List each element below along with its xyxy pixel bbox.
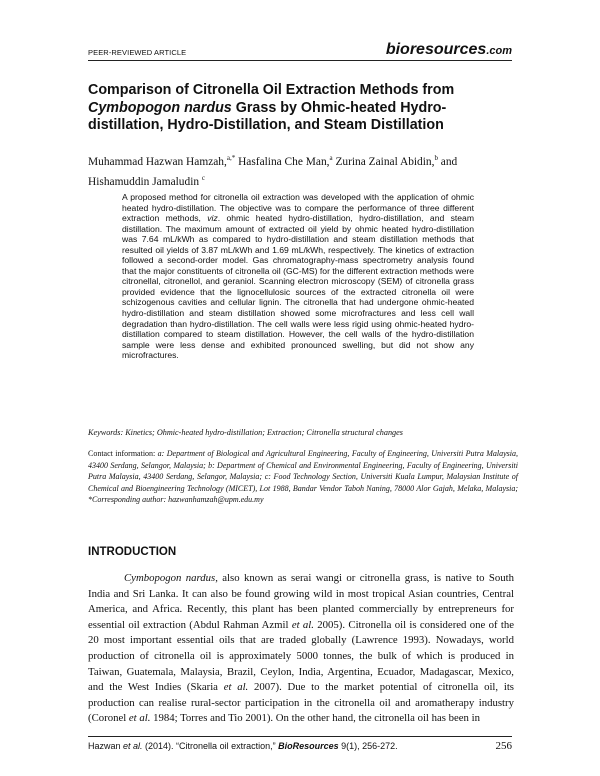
citation-volume: 9(1), 256-272. (338, 741, 398, 751)
journal-logo-domain: .com (486, 45, 512, 57)
abstract-viz: viz (207, 213, 218, 224)
author-2: Hasfalina Che Man, (235, 155, 330, 168)
page-footer (88, 736, 512, 752)
contact-label: Contact information: (88, 449, 156, 458)
author-3: Zurina Zainal Abidin, (332, 155, 435, 168)
intro-species: Cymbopogon nardus (124, 572, 216, 584)
journal-logo (386, 41, 512, 59)
abstract (122, 192, 474, 361)
intro-etal-3: et al. (128, 712, 151, 725)
title-line-3: distillation, Hydro-Distillation, and Steam Distillation (88, 117, 444, 133)
citation-rest: (2014). “Citronella oil extraction,” (142, 741, 279, 751)
journal-logo-text: bioresources (385, 41, 487, 58)
contact-text: a: Department of Biological and Agricultural Engineering, Faculty of Engineering, Universiti Putra Malaysia, 43400 Serdang, Selangor, Malaysia; b: Department of Chemical and Environmental Engineering, Faculty of Engineering, Universiti Putra Malaysia, 43400 Serdang, Selangor, Malaysia; c: Food Technology Section, Universiti Kuala Lumpur, Malaysian Institute of Chemical and Bioengineering Technology (MICET), Lot 1988, Bandar Vendor Taboh Naning, 78000 Alor Gajah, Melaka, Malaysia; *Corresponding author: hazwanhamzah@upm.edu.my (88, 449, 518, 505)
abstract-part-2: . ohmic heated hydro-distillation, hydro-distillation, and steam distillation. The maximum amount of extracted oil yield by ohmic heated hydro-distillation was 7.64 mL/kWh as compared to hydro-distillation and steam distillation methods that resulted oil yields of 3.87 mL/kWh and 1.69 mL/kWh, respectively. The kinetics of extraction followed a second-order model. Gas chromatography-mass spectrometry analysis found that the major constituents of citronella oil (GC-MS) for the different extraction methods were citronellal, citronellol, and geraniol. Scanning electron microscopy (SEM) of citronella grass provided evidence that the lignocellulosic sources of the extracted citronella oil were schizogenous cavities and cellular lignin. The citronella that had undergone ohmic-heated hydro-distillation and steam distillation showed some microfractures and less cell wall degradation than hydro-distillation. The cell walls were less rigid using ohmic-heated hydro-distillation compared to steam distillation. However, the cell walls of the hydro-distillation sample were less dense and exhibited pronounced swelling, but did not show any microfractures. (122, 213, 474, 361)
author-3-affil: b (434, 154, 438, 162)
title-species: Cymbopogon nardus (88, 99, 232, 116)
author-1-affil: a,* (226, 154, 236, 162)
intro-text-3: 2007). Due to the market potential of citronella oil, its production can realise rural-sector participation in the citronella oil and aromatherapy industry (Coronel (88, 681, 514, 725)
author-and: and (437, 155, 458, 168)
citation-etal: et al. (123, 741, 143, 751)
intro-paragraph (88, 571, 514, 727)
citation-author: Hazwan (88, 741, 124, 751)
abstract-part-1: A proposed method for citronella oil extraction was developed with the application of ohmic heated hydro-distillation. The objective was to compare the performance of three different extraction methods, (122, 192, 474, 224)
page-number: 256 (495, 740, 512, 752)
author-4-affil: c (201, 173, 206, 182)
contact-information (88, 448, 518, 506)
article-type-label: PEER-REVIEWED ARTICLE (88, 48, 187, 57)
intro-text-1: , also known as serai wangi or citronella grass, is native to South India and Sri Lanka. It can also be found growing wild in most tropical Asian countries, Central America, and Africa. Recently, this plant has been planted commercially by entrepreneurs for essential oil extraction (Abdul Rahman Azmil (88, 572, 514, 631)
citation-journal: BioResources (278, 741, 339, 751)
author-4: Hishamuddin Jamaludin (88, 175, 200, 188)
article-title (88, 82, 518, 135)
author-2-affil: a (329, 154, 333, 162)
intro-text-2: 2005). Citronella oil is considered one of the 20 most important essential oils that are traded globally (Lawrence 1993). Nowadays, world production of citronella oil is approximately 5000 tonnes, the bulk of which is produced in Taiwan, Guatemala, Malaysia, Brazil, Ceylon, India, Argentina, Ecuador, Madagascar, Mexico, and the West Indies (Skaria (88, 618, 515, 694)
intro-text-4: 1984; Torres and Tio 2001). On the other hand, the citronella oil has been in (150, 712, 480, 725)
citation (88, 741, 398, 751)
keywords: Keywords: Kinetics; Ohmic-heated hydro-distillation; Extraction; Citronella structural changes (88, 428, 403, 437)
author-1: Muhammad Hazwan Hamzah, (88, 155, 227, 168)
author-list (88, 150, 518, 190)
title-line-1: Comparison of Citronella Oil Extraction Methods from (88, 82, 455, 98)
running-header (88, 36, 512, 61)
intro-etal-2: et al. (223, 681, 249, 694)
intro-etal-1: et al. (291, 618, 314, 631)
title-line-2: Grass by Ohmic-heated Hydro- (231, 99, 447, 116)
section-heading-introduction: INTRODUCTION (88, 546, 177, 558)
